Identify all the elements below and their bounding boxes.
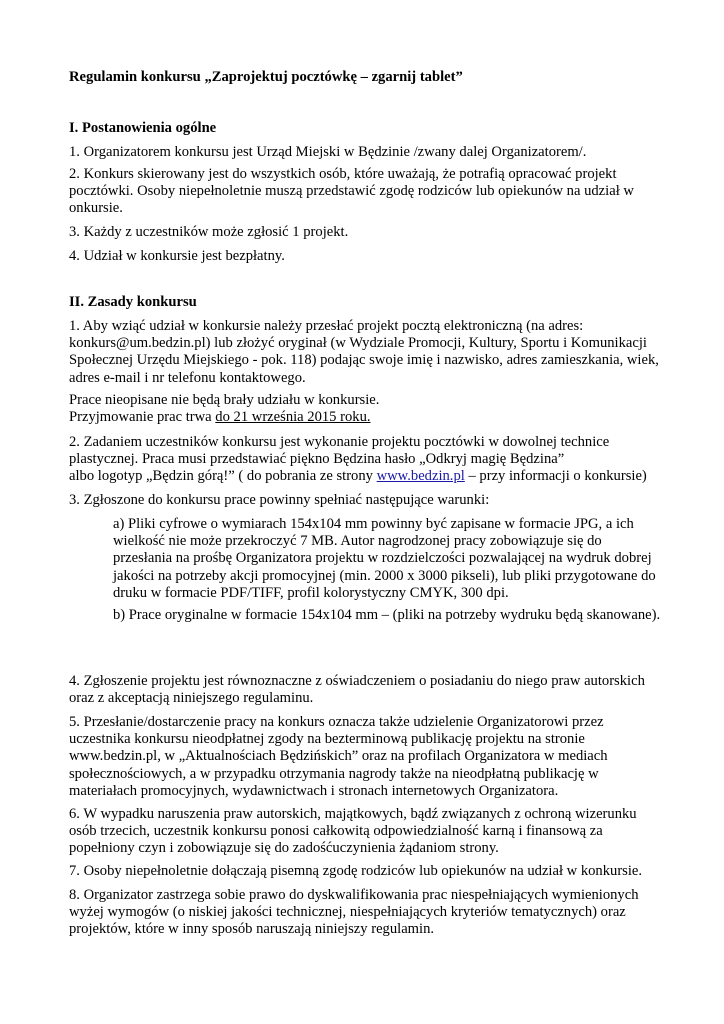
s1-paragraph-1: 1. Organizatorem konkursu jest Urząd Miejski w Będzinie /zwany dalej Organizatorem/. [69, 144, 587, 160]
s2-paragraph-2: 2. Zadaniem uczestników konkursu jest wykonanie projektu pocztówki w dowolnej technice plastycznej. Praca musi przedstawiać piękno Będzina hasło „Odkryj magię Będzina” [69, 434, 610, 468]
section-1-heading: I. Postanowienia ogólne [69, 120, 217, 136]
s2-paragraph-8: 8. Organizator zastrzega sobie prawo do dyskwalifikowania prac niespełniających wymienionych wyżej wymogów (o niskiej jakości technicznej, niespełniających kryteriów tematycznych) oraz projektów, które w inny sposób naruszają niniejszy regulamin. [69, 887, 639, 938]
document-title: Regulamin konkursu „Zaprojektuj pocztówkę – zgarnij tablet” [69, 69, 463, 85]
s2-paragraph-3: 3. Zgłoszone do konkursu prace powinny spełniać następujące warunki: [69, 492, 490, 508]
s2-paragraph-6: 6. W wypadku naruszenia praw autorskich, majątkowych, bądź związanych z ochroną wizerunku osób trzecich, uczestnik konkursu ponosi całkowitą odpowiedzialność karną i finansową za popełniony czyn i zobowiązuje się do zadośćuczynienia żądaniom strony. [69, 806, 637, 857]
s2-paragraph-7: 7. Osoby niepełnoletnie dołączają pisemną zgodę rodziców lub opiekunów na udział w konkursie. [69, 863, 643, 879]
bedzin-link[interactable]: www.bedzin.pl [376, 468, 465, 484]
s2-paragraph-5: 5. Przesłanie/dostarczenie pracy na konkurs oznacza także udzielenie Organizatorowi przez uczestnika konkursu nieodpłatnej zgody na bezterminową publikację projektu na stronie www.bedzin.pl, w „Aktualnościach Będzińskich” oraz na profilach Organizatora w mediach społecznościowych, a w przypadku otrzymania nagrody także na nieodpłatną publikację w materiałach promocyjnych, wydawnictwach i stronach internetowych Organizatora. [69, 714, 608, 799]
logotyp-text-end: – przy informacji o konkursie) [464, 468, 647, 484]
s2-paragraph-1: 1. Aby wziąć udział w konkursie należy przesłać projekt pocztą elektroniczną (na adres: konkurs@um.bedzin.pl) lub złożyć oryginał (w Wydziale Promocji, Kultury, Sportu i Komunikacji Społecznej Urzędu Miejskiego - pok. 118) podając swoje imię i nazwisko, adres zamieszkania, wiek, adres e-mail i nr telefonu kontaktowego. [69, 318, 659, 386]
s2-paragraph-1b-line1: Prace nieopisane nie będą brały udziału w konkursie. [69, 392, 380, 408]
s2-paragraph-2-line3 [69, 468, 689, 485]
deadline-date: do 21 września 2015 roku. [215, 409, 371, 425]
s2-paragraph-3a: a) Pliki cyfrowe o wymiarach 154x104 mm powinny być zapisane w formacie JPG, a ich wielkość nie może przekroczyć 7 MB. Autor nagrodzonej pracy zobowiązuje się do przesłania na prośbę Organizatora projektu w rozdzielczości pozwalającej na wydruk dobrej jakości na potrzeby akcji promocyjnej (min. 2000 x 3000 pikseli), lub pliki przygotowane do druku w formacie PDF/TIFF, profil kolorystyczny CMYK, 300 dpi. [113, 516, 656, 601]
deadline-prefix: Przyjmowanie prac trwa [69, 409, 216, 425]
s2-paragraph-3b: b) Prace oryginalne w formacie 154x104 mm – (pliki na potrzeby wydruku będą skanowane). [113, 607, 661, 623]
logotyp-text: albo logotyp „Będzin górą!” ( do pobrania ze strony [69, 468, 377, 484]
s1-paragraph-2: 2. Konkurs skierowany jest do wszystkich osób, które uważają, że potrafią opracować projekt pocztówki. Osoby niepełnoletnie muszą przedstawić zgodę rodziców lub opiekunów na udział w onkursie. [69, 166, 634, 217]
s2-paragraph-4: 4. Zgłoszenie projektu jest równoznaczne z oświadczeniem o posiadaniu do niego praw autorskich oraz z akceptacją niniejszego regulaminu. [69, 673, 645, 707]
section-2-heading: II. Zasady konkursu [69, 294, 197, 310]
s2-paragraph-1b-line2 [69, 409, 659, 426]
s1-paragraph-4: 4. Udział w konkursie jest bezpłatny. [69, 248, 285, 264]
s1-paragraph-3: 3. Każdy z uczestników może zgłosić 1 projekt. [69, 224, 349, 240]
